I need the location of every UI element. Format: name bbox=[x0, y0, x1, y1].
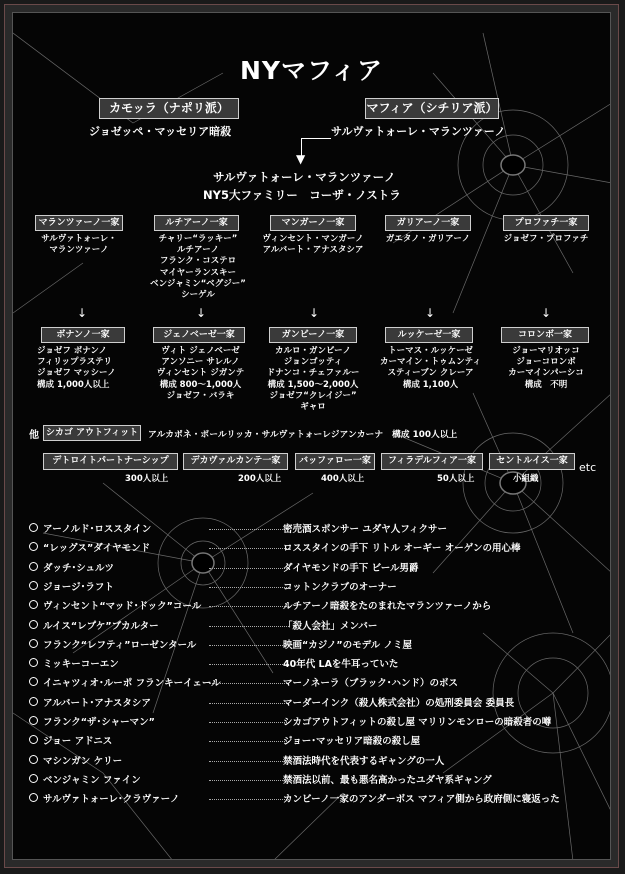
person-desc: シカゴアウトフィットの殺し屋 マリリンモンローの暗殺者の噂 bbox=[283, 717, 552, 728]
circle-bullet-icon bbox=[29, 620, 38, 629]
person-name: ジョー アドニス bbox=[43, 736, 113, 748]
family-members: ガエタノ・ガリアーノ bbox=[385, 234, 471, 244]
person-desc: 禁酒法以前、最も悪名高かったユダヤ系ギャング bbox=[283, 774, 492, 786]
list-item bbox=[29, 579, 611, 598]
list-item bbox=[29, 540, 611, 559]
circle-bullet-icon bbox=[29, 697, 38, 706]
family-tag-luciano: ルチアーノ一家 bbox=[154, 215, 239, 231]
family-tag-gagliano: ガリアーノ一家 bbox=[385, 215, 471, 231]
list-item bbox=[29, 791, 611, 810]
list-item bbox=[29, 637, 611, 656]
family-members: チャリー“ラッキー” ルチアーノ フランク・コステロ マイヤーランスキー ベンジャミン“ベグジー” シーゲル bbox=[150, 234, 246, 301]
camorra-tag: カモッラ（ナポリ派） bbox=[99, 98, 239, 119]
poster bbox=[12, 12, 611, 860]
circle-bullet-icon bbox=[29, 542, 38, 551]
list-item bbox=[29, 618, 611, 637]
list-item bbox=[29, 753, 611, 772]
circle-bullet-icon bbox=[29, 755, 38, 764]
circle-bullet-icon bbox=[29, 562, 38, 571]
family-members: サルヴァトォーレ・ マランツァーノ bbox=[41, 234, 117, 256]
chicago-outfit-text: アルカポネ・ポールリッカ・サルヴァトォーレジアンカーナ 構成 100人以上 bbox=[148, 430, 458, 440]
person-name: アーノルド･ロススタイン bbox=[43, 524, 152, 535]
person-name: ベンジャミン ファイン bbox=[43, 774, 141, 786]
family-tag-maranzano: マランツァーノ一家 bbox=[35, 215, 123, 231]
person-desc: 禁酒法時代を代表するギャングの一人 bbox=[283, 755, 445, 767]
family-members: カルロ・ガンビーノ ジョンゴッティ ドナンコ・チェファルー 構成 1,500～2,000人 ジョゼフ“クレイジー” ギャロ bbox=[266, 346, 360, 413]
person-desc: ジョー･マッセリア暗殺の殺し屋 bbox=[283, 736, 421, 748]
family-tag-gambino: ガンビーノ一家 bbox=[269, 327, 357, 343]
person-name: アルバート･アナスタシア bbox=[43, 697, 151, 709]
outfit-size: 300人以上 bbox=[125, 474, 169, 484]
person-desc: 「殺人会社」メンバー bbox=[283, 620, 378, 632]
circle-bullet-icon bbox=[29, 581, 38, 590]
list-item bbox=[29, 656, 611, 675]
person-desc: 密売酒スポンサー ユダヤ人フィクサー bbox=[283, 524, 448, 535]
circle-bullet-icon bbox=[29, 793, 38, 802]
person-desc: カンビーノ一家のアンダーボス マフィア側から政府側に寝返った bbox=[283, 794, 560, 806]
five-families-line2: NY5大ファミリー コーザ・ノストラ bbox=[203, 188, 401, 202]
list-item bbox=[29, 521, 611, 540]
family-tag-lucchese: ルッケーゼ一家 bbox=[385, 327, 473, 343]
family-members: ジョゼフ ボナンノ フィリップラステリ ジョゼフ マッシーノ 構成 1,000人以上 bbox=[37, 346, 116, 390]
mafia-tag: マフィア（シチリア派） bbox=[365, 98, 499, 119]
circle-bullet-icon bbox=[29, 677, 38, 686]
family-members: トーマス・ルッケーゼ カーマイン・トゥムンティ スティーブン クレーア 構成 1,100人 bbox=[380, 346, 481, 390]
person-name: マシンガン ケリー bbox=[43, 755, 123, 767]
outfit-tag-buffalo: バッファロー一家 bbox=[295, 453, 375, 470]
person-desc: マーダーインク（殺人株式会社）の処刑委員会 委員長 bbox=[283, 697, 515, 709]
list-item bbox=[29, 695, 611, 714]
down-arrow-icon: ↓ bbox=[309, 306, 320, 320]
list-item bbox=[29, 772, 611, 791]
family-members: ジョーマリオッコ ジョーコロンボ カーマインパーシコ 構成 不明 bbox=[508, 346, 584, 390]
person-name: イニャツィオ･ルーポ フランキーイェール bbox=[43, 678, 221, 690]
circle-bullet-icon bbox=[29, 716, 38, 725]
outfit-tag-stlouis: セントルイス一家 bbox=[489, 453, 575, 470]
outfit-tag-philadelphia: フィラデルフィア一家 bbox=[381, 453, 483, 470]
person-name: “レッグス”ダイヤモンド bbox=[43, 543, 151, 555]
person-desc: 40年代 LAを牛耳っていた bbox=[283, 659, 399, 671]
person-desc: 映画“カジノ”のモデル ノミ屋 bbox=[283, 639, 412, 651]
circle-bullet-icon bbox=[29, 600, 38, 609]
person-desc: マーノネーラ（ブラック･ハンド）のボス bbox=[283, 678, 458, 690]
family-members: ジョゼフ・プロファチ bbox=[503, 234, 589, 244]
person-desc: ルチアーノ暗殺をたのまれたマランツァーノから bbox=[283, 601, 492, 613]
list-item bbox=[29, 598, 611, 617]
camorra-boss: ジョゼッペ・マッセリア暗殺 bbox=[89, 125, 232, 138]
down-arrow-icon: ↓ bbox=[77, 306, 88, 320]
family-tag-colombo: コロンボ一家 bbox=[501, 327, 589, 343]
person-name: フランク“レフティ”ローゼンタール bbox=[43, 639, 197, 651]
chicago-outfit-tag: シカゴ アウトフィット bbox=[43, 425, 141, 441]
outfit-size: 200人以上 bbox=[238, 474, 282, 484]
down-arrow-icon: ↓ bbox=[541, 306, 552, 320]
outfit-tag-decavalcante: デカヴァルカンテ一家 bbox=[183, 453, 288, 470]
circle-bullet-icon bbox=[29, 658, 38, 667]
family-tag-profaci: プロファチ一家 bbox=[503, 215, 589, 231]
circle-bullet-icon bbox=[29, 774, 38, 783]
etc-label: etc bbox=[579, 461, 597, 474]
person-name: ジョージ･ラフト bbox=[43, 581, 114, 593]
person-name: ヴィンセント“マッド･ドック”コール bbox=[43, 601, 202, 613]
outfit-tag-detroit: デトロイトパートナーシップ bbox=[43, 453, 178, 470]
person-name: サルヴァトォーレ･クラヴァーノ bbox=[43, 794, 180, 806]
person-desc: ロススタインの手下 リトル オーギー オーゲンの用心棒 bbox=[283, 543, 521, 555]
list-item bbox=[29, 560, 611, 579]
person-name: ダッチ･シュルツ bbox=[43, 562, 115, 574]
connector-line bbox=[301, 138, 331, 139]
outfit-size: 400人以上 bbox=[321, 474, 365, 484]
person-name: フランク“ザ･シャーマン” bbox=[43, 717, 155, 728]
person-name: ルイス“レプケ”ブカルター bbox=[43, 620, 159, 632]
down-arrow-icon: ↓ bbox=[196, 306, 207, 320]
down-arrow-icon: ▼ bbox=[296, 152, 306, 166]
person-desc: ダイヤモンドの手下 ビール男爵 bbox=[283, 562, 419, 574]
outfit-size: 小組織 bbox=[513, 474, 539, 484]
list-item bbox=[29, 733, 611, 752]
family-tag-mangano: マンガーノ一家 bbox=[270, 215, 356, 231]
other-label: 他 bbox=[29, 430, 39, 441]
outer-frame bbox=[4, 4, 619, 868]
person-name: ミッキーコーエン bbox=[43, 659, 119, 671]
family-tag-bonanno: ボナンノ一家 bbox=[41, 327, 125, 343]
family-members: ヴィンセント・マンガーノ アルバート・アナスタシア bbox=[262, 234, 364, 256]
page-title: NYマフィア bbox=[239, 56, 384, 85]
circle-bullet-icon bbox=[29, 735, 38, 744]
list-item bbox=[29, 714, 611, 733]
circle-bullet-icon bbox=[29, 639, 38, 648]
person-desc: コットンクラブのオーナー bbox=[283, 581, 397, 593]
outfit-size: 50人以上 bbox=[437, 474, 475, 484]
down-arrow-icon: ↓ bbox=[425, 306, 436, 320]
five-families-line1: サルヴァトォーレ・マランツァーノ bbox=[213, 170, 396, 184]
family-tag-genovese: ジェノベーゼ一家 bbox=[153, 327, 245, 343]
family-members: ヴィト ジェノベーゼ アンソニー サレルノ ヴィンセント ジガンテ 構成 800～1,000人 ジョゼフ・バラキ bbox=[156, 346, 245, 401]
mafia-boss: サルヴァトォーレ・マランツァーノ bbox=[331, 125, 506, 138]
circle-bullet-icon bbox=[29, 523, 38, 532]
list-item bbox=[29, 675, 611, 694]
